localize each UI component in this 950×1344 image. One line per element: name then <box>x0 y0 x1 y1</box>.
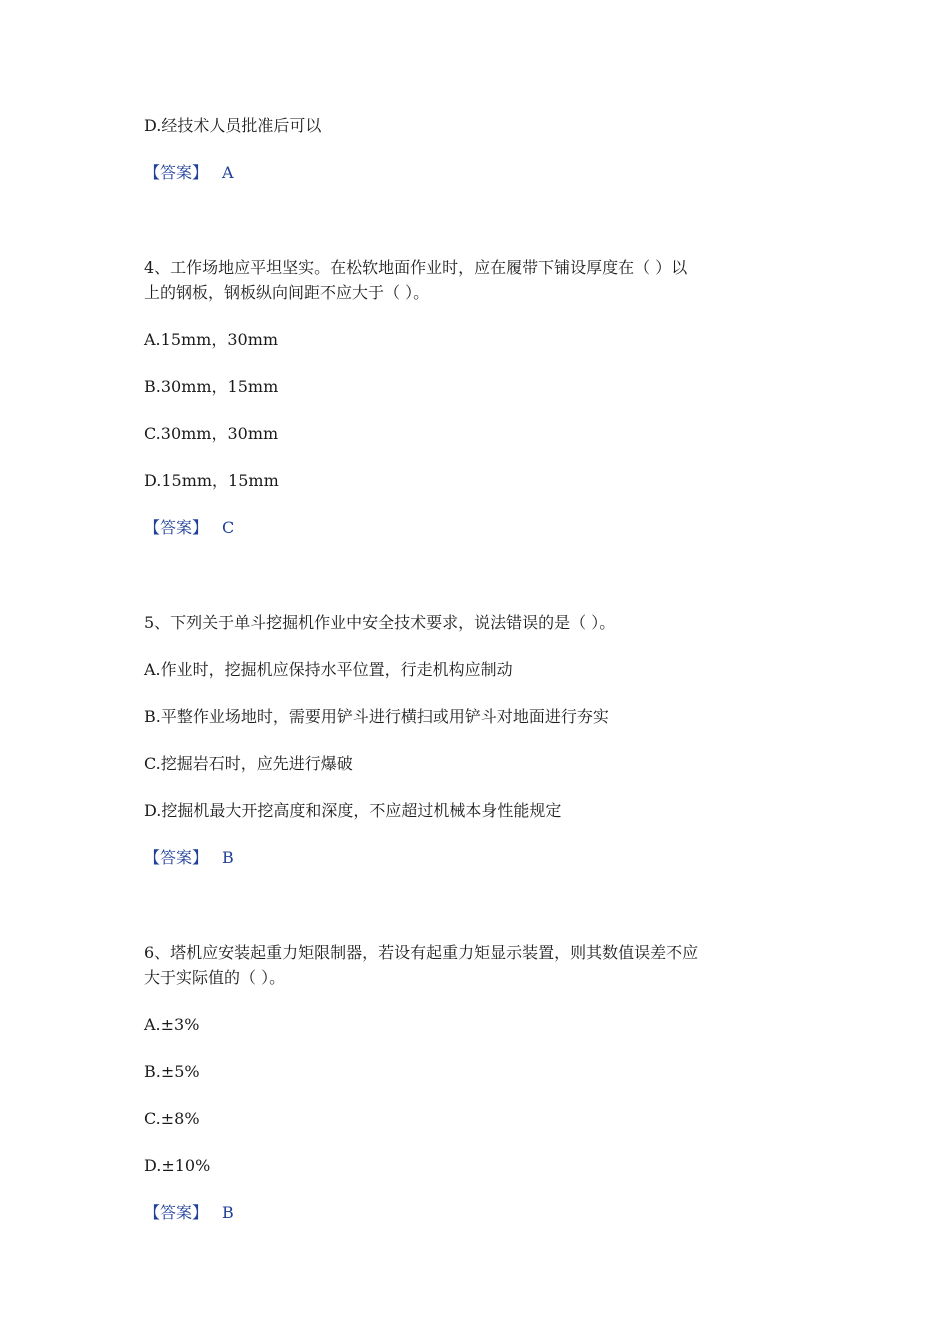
q6-option-d: D.±10% <box>144 1156 211 1175</box>
q6-option-c: C.±8% <box>144 1109 200 1128</box>
q5-stem: 5、下列关于单斗挖掘机作业中安全技术要求，说法错误的是（ ）。 <box>144 613 616 632</box>
q6-option-b: B.±5% <box>144 1062 200 1081</box>
q3-answer <box>144 162 234 184</box>
q4-option-a: A.15mm，30mm <box>144 330 279 349</box>
q4-stem-line1: 4、工作场地应平坦坚实。在松软地面作业时，应在履带下铺设厚度在（ ）以 <box>144 258 688 277</box>
q6-stem-line1: 6、塔机应安装起重力矩限制器，若设有起重力矩显示装置，则其数值误差不应 <box>144 943 699 962</box>
q5-option-d: D.挖掘机最大开挖高度和深度，不应超过机械本身性能规定 <box>144 801 562 820</box>
q6-stem-line2: 大于实际值的（ ）。 <box>144 968 286 987</box>
answer-tag: 【答案】 <box>144 163 209 182</box>
q6-option-a: A.±3% <box>144 1015 200 1034</box>
answer-tag: 【答案】 <box>144 1203 209 1222</box>
q4-option-c: C.30mm，30mm <box>144 424 279 443</box>
answer-value: B <box>222 848 234 867</box>
answer-tag: 【答案】 <box>144 848 209 867</box>
q3-option-d: D.经技术人员批准后可以 <box>144 116 322 135</box>
answer-tag: 【答案】 <box>144 518 209 537</box>
q4-option-d: D.15mm，15mm <box>144 471 279 490</box>
q6-answer <box>144 1202 234 1224</box>
q5-answer <box>144 847 234 869</box>
q5-option-b: B.平整作业场地时，需要用铲斗进行横扫或用铲斗对地面进行夯实 <box>144 707 609 726</box>
q4-option-b: B.30mm，15mm <box>144 377 279 396</box>
q4-answer <box>144 517 234 539</box>
q4-stem-line2: 上的钢板，钢板纵向间距不应大于（ ）。 <box>144 283 430 302</box>
answer-value: B <box>222 1203 234 1222</box>
q5-option-c: C.挖掘岩石时，应先进行爆破 <box>144 754 353 773</box>
q5-option-a: A.作业时，挖掘机应保持水平位置，行走机构应制动 <box>144 660 513 679</box>
answer-value: A <box>222 163 234 182</box>
answer-value: C <box>222 518 235 537</box>
